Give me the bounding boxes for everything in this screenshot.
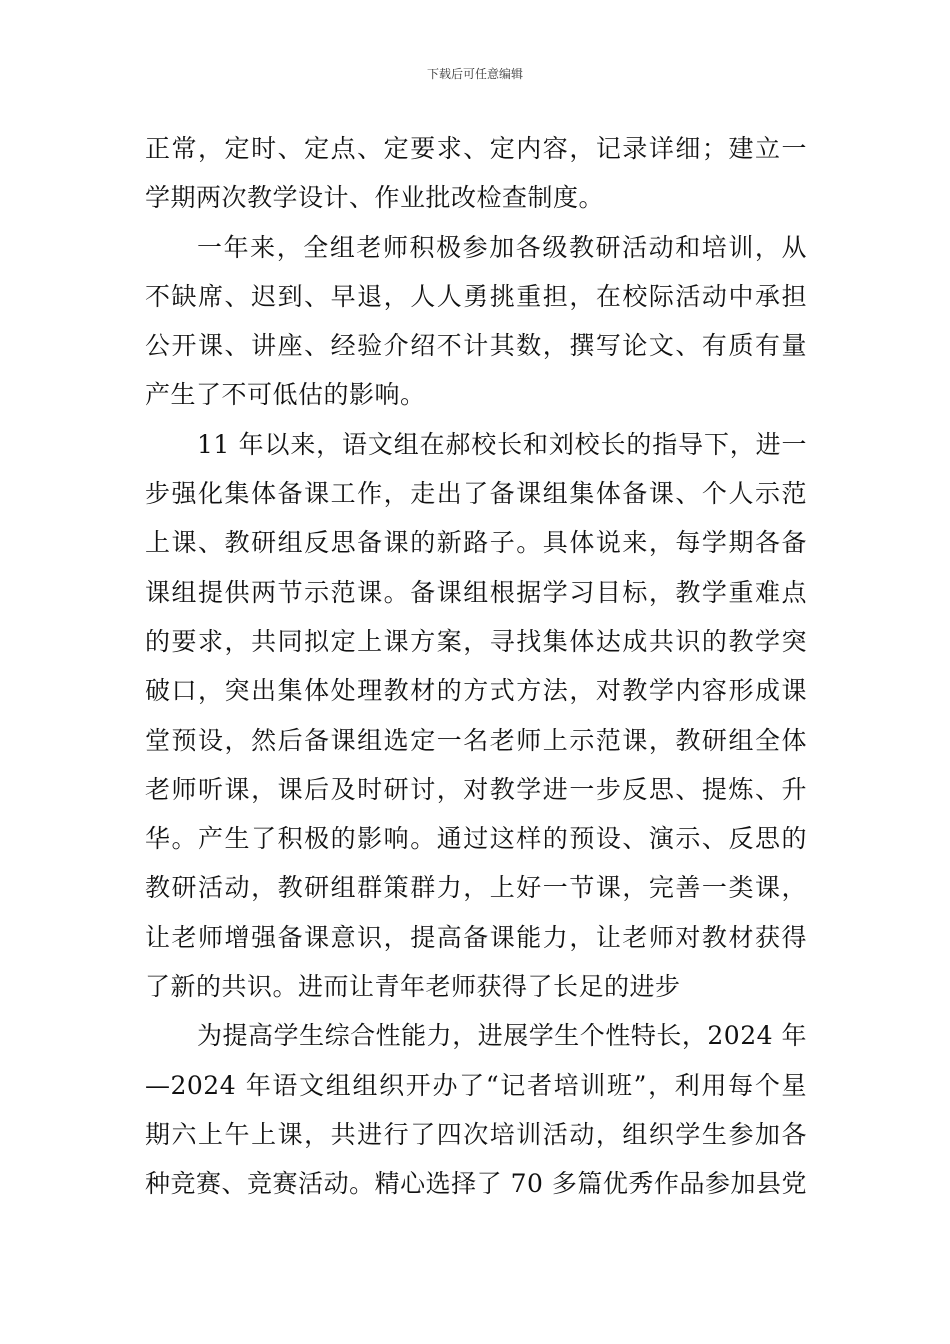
text-line: 老师听课，课后及时研讨，对教学进一步反思、提炼、升 — [145, 774, 807, 804]
text-line: 一年来，全组老师积极参加各级教研活动和培训，从 — [197, 232, 807, 262]
text-line: 堂预设，然后备课组选定一名老师上示范课，教研组全体 — [145, 725, 807, 755]
text-line: 的要求，共同拟定上课方案，寻找集体达成共识的教学突 — [145, 626, 807, 656]
text-line: 学期两次教学设计、作业批改检查制度。 — [145, 183, 605, 213]
text-line: 期六上午上课，共进行了四次培训活动，组织学生参加各 — [145, 1119, 807, 1149]
text-line: 为提高学生综合性能力，进展学生个性特长，2024 年 — [197, 1021, 807, 1051]
text-line: 不缺席、迟到、早退，人人勇挑重担，在校际活动中承担 — [145, 281, 807, 311]
paragraph-3 — [145, 420, 807, 1012]
text-line: 了新的共识。进而让青年老师获得了长足的进步 — [145, 972, 681, 1002]
paragraph-2 — [145, 223, 807, 420]
document-body — [145, 124, 807, 1209]
text-line: 正常，定时、定点、定要求、定内容，记录详细；建立一 — [145, 134, 807, 163]
paragraph-1 — [145, 124, 807, 223]
text-line: 破口，突出集体处理教材的方式方法，对教学内容形成课 — [145, 676, 807, 706]
text-line: 步强化集体备课工作，走出了备课组集体备课、个人示范 — [145, 479, 807, 509]
text-line: 课组提供两节示范课。备课组根据学习目标，教学重难点 — [145, 577, 807, 607]
page-header: 下载后可任意编辑 — [426, 67, 523, 81]
text-line: 公开课、讲座、经验介绍不计其数，撰写论文、有质有量 — [145, 331, 807, 361]
text-line: 教研活动，教研组群策群力，上好一节课，完善一类课， — [145, 873, 807, 903]
text-line: 11 年以来，语文组在郝校长和刘校长的指导下，进一 — [197, 429, 807, 459]
text-line: 让老师增强备课意识，提高备课能力，让老师对教材获得 — [145, 922, 807, 952]
text-line: 产生了不可低估的影响。 — [145, 380, 426, 410]
text-line: 种竞赛、竞赛活动。精心选择了 70 多篇优秀作品参加县党 — [145, 1169, 807, 1199]
text-line: —2024 年语文组组织开办了“记者培训班”，利用每个星 — [145, 1070, 807, 1100]
paragraph-4 — [145, 1011, 807, 1208]
text-line: 华。产生了积极的影响。通过这样的预设、演示、反思的 — [145, 824, 807, 854]
text-line: 上课、教研组反思备课的新路子。具体说来，每学期各备 — [145, 528, 807, 558]
